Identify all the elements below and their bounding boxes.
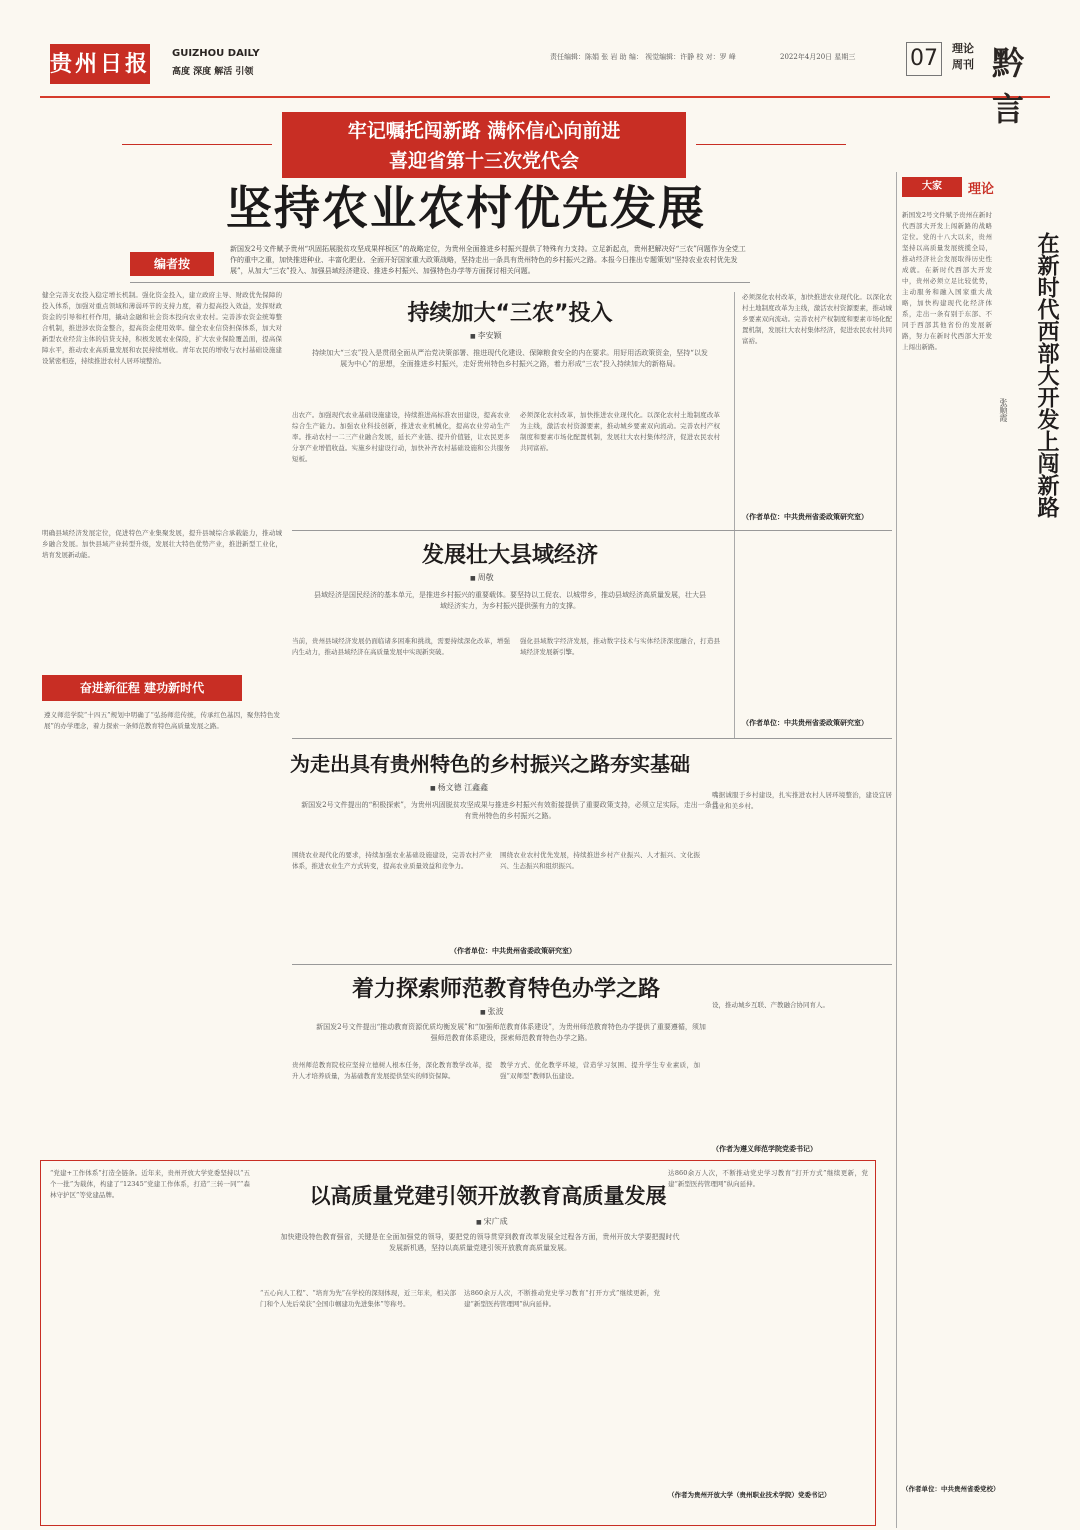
newspaper-english-name: GUIZHOU DAILY [172, 48, 260, 59]
newspaper-logo: 贵州日报 [50, 44, 150, 84]
article-1-body-left: 健全完善支农投入稳定增长机制。强化资金投入，建立政府主导、财政优先保障的投入体系，加强对重点领域和薄弱环节的支持力度，着力提高投入效益，发挥财政资金的引导和杠杆作用，撬动金融和社会资本投向农业农村。完善涉农资金统筹整合机制，推进涉农资金整合，提高资金使用效率。健全农业信贷担保体系，加大对新型农业经营主体的信贷支持，积极发展农业保险，扩大农业保险覆盖面，提高保障水平，推动农业高质量发展和农民持续增收。青年农民的增收与农村基础设施建设紧密相连，持续推进农村人居环境整治。 [42, 291, 282, 365]
article-4-abstract: 新国发2号文件提出“推动教育资源优质均衡发展”和“加强师范教育体系建设”，为贵州师范教育特色办学提供了重要遵循，须加强师范教育体系建设，探索师范教育特色办学之路。 [316, 1023, 706, 1042]
sidebar-title: 在新时代西部大开发上闯新路 [1034, 232, 1059, 518]
article-3-body-left: 围绕农业现代化的要求，持续加强农业基础设施建设，完善农村产业体系，推进农业生产方式转变，提高农业质量效益和竞争力。 [292, 851, 492, 870]
special-section-tag: 奋进新征程 建功新时代 [42, 675, 242, 701]
article-1-body-continued: 必须深化农村改革，加快推进农业现代化。以深化农村土地制度改革为主线，激活农村资源要素，推动城乡要素双向流动。完善农村产权制度和要素市场化配置机制，发展壮大农村集体经济，促进农民农村共同富裕。 [742, 293, 892, 345]
divider [292, 964, 892, 965]
section-label-bottom: 周刊 [952, 58, 974, 71]
divider [130, 282, 750, 283]
article-4-body-left: 贵州师范教育院校应坚持立德树人根本任务，深化教育教学改革，提升人才培养质量，为基础教育发展提供坚实的师资保障。 [292, 1061, 492, 1080]
divider [292, 738, 892, 739]
article-1-author: ■ 李安颖 [470, 330, 502, 341]
article-3-body-right: 嘴据诚服于乡村建设，扎实推进农村人居环境整治，建设宜居宜业和美乡村。 [712, 791, 892, 810]
editor-note-tag: 编者按 [130, 252, 214, 276]
banner-line-2: 喜迎省第十三次党代会 [388, 150, 579, 172]
sidebar-author: 张顺霞 [999, 398, 1008, 422]
sidebar-body: 新国发2号文件赋予贵州在新时代西部大开发上闯新路的战略定位。党的十八大以来，贵州坚持以高质量发展统揽全局，推动经济社会发展取得历史性成就。在新时代西部大开发中，贵州必须立足比较优势，主动服务和融入国家重大战略，加快构建现代化经济体系，走出一条有别于东部、不同于西部其他省份的发展新路，努力在新时代西部大开发上闯出新路。 [902, 211, 992, 351]
banner-line-1: 牢记嘱托闯新路 满怀信心向前进 [347, 120, 621, 142]
article-2-body-right: 强化县域数字经济发展，推动数字技术与实体经济深度融合，打造县域经济发展新引擎。 [520, 637, 720, 656]
article-2-title: 发展壮大县域经济 [421, 543, 598, 568]
article-4-body-mid: 教学方式、优化教学环境，营造学习氛围、提升学生专业素质，加强“双师型”教师队伍建设。 [500, 1061, 700, 1080]
section-label-top: 理论 [952, 42, 974, 55]
article-3-author: ■ 杨文德 江鑫鑫 [430, 782, 488, 793]
article-3-signoff: （作者单位：中共贵州省委政策研究室） [450, 946, 576, 955]
article-4-title: 着力探索师范教育特色办学之路 [351, 977, 660, 1002]
divider [292, 530, 892, 531]
column-rule [734, 292, 735, 738]
page-number: 07 [906, 42, 942, 76]
article-2-author: ■ 周敬 [470, 572, 494, 583]
article-2-body-mid: 当前，贵州县域经济发展仍面临诸多困难和挑战，需要持续深化改革，增强内生动力，推动县域经济在高质量发展中实现新突破。 [292, 637, 510, 656]
article-1-title: 持续加大“三农”投入 [407, 301, 613, 326]
article-3-abstract: 新国发2号文件提出的“积极探索”，为贵州巩固脱贫攻坚成果与推进乡村振兴有效衔接提供了重要政策支持，必须立足实际，走出一条具有贵州特色的乡村振兴之路。 [301, 801, 719, 820]
article-1-body-mid: 出农产。加强现代农业基础设施建设，持续推进高标准农田建设，提高农业综合生产能力。加强农业科技创新，推进农业机械化，提高农业劳动生产率。推动农村一二三产业融合发展，延长产业链、提升价值链，让农民更多分享产业增值收益。实施乡村建设行动，加快补齐农村基础设施和公共服务短板。 [292, 411, 510, 463]
sidebar-rule [896, 172, 897, 1528]
special-section-body: 遵义师范学院“十四五”规划中明确了“弘扬师范传统，传承红色基因，聚焦特色发展”的办学理念，着力探索一条师范教育特色高质量发展之路。 [44, 711, 280, 730]
article-3-body-mid: 围绕农业农村优先发展，持续推进乡村产业振兴、人才振兴、文化振兴、生态振兴和组织振兴。 [500, 851, 700, 870]
article-4-signoff: （作者为遵义师范学院党委书记） [712, 1144, 817, 1153]
article-5-body-left: “党建+工作体系”打造全链条。近年来，贵州开放大学党委坚持以“五个一批”为载体，构建了“12345”党建工作体系，打造“三转一同”“森林守护区”等党建品牌。 [50, 1169, 250, 1199]
editor-credits: 责任编辑：陈娟 张 岩 助 编： 视觉编辑：许静 校 对：罗 峰 [550, 53, 736, 61]
newspaper-slogan: 高度 深度 解活 引领 [172, 67, 254, 77]
article-5-abstract: 加快建设特色教育强省，关键是在全面加强党的领导，要把党的领导贯穿到教育改革发展全过程各方面，贵州开放大学要把握时代发展新机遇，坚持以高质量党建引领开放教育高质量发展。 [280, 1233, 680, 1252]
sidebar-signoff: （作者单位：中共贵州省委党校） [902, 1485, 1000, 1493]
issue-date: 2022年4月20日 星期三 [780, 53, 856, 61]
article-5-body-continued: 达860余万人次，不断推动党史学习教育“打开方式”继续更新，党建“新型医药管理网”纵向延伸。 [668, 1169, 868, 1188]
column-name: 黔言 [992, 44, 1025, 128]
sidebar-tag-tail: 理论 [968, 182, 995, 197]
article-2-abstract: 县域经济是国民经济的基本单元，是推进乡村振兴的重要载体。要坚持以工促农、以城带乡，推动县域经济高质量发展，壮大县域经济实力，为乡村振兴提供强有力的支撑。 [314, 591, 706, 610]
article-5-author: ■ 宋广成 [476, 1216, 508, 1227]
article-5-signoff: （作者为贵州开放大学（贵州职业技术学院）党委书记） [668, 1491, 831, 1499]
sidebar-tag: 大家 [902, 177, 962, 197]
article-4-body-right: 设，推动城乡互联、产教融合协同育人。 [712, 1001, 829, 1009]
article-3-title: 为走出具有贵州特色的乡村振兴之路夯实基础 [290, 752, 690, 776]
article-1-body-right: 必须深化农村改革，加快推进农业现代化。以深化农村土地制度改革为主线，激活农村资源要素，推动城乡要素双向流动。完善农村产权制度和要素市场化配置机制，发展壮大农村集体经济，促进农民农村共同富裕。 [520, 411, 720, 452]
article-4-author: ■ 张波 [480, 1006, 504, 1017]
article-5-body-mid: “五心向人工程”、“培育为先”在学校的深刻体现，近三年来，相关部门和个人先后荣获“全国巾帼建功先进集体”等称号。 [260, 1289, 456, 1308]
article-5-body-right: 达860余万人次，不断推动党史学习教育“打开方式”继续更新，党建“新型医药管理网”纵向延伸。 [464, 1289, 660, 1308]
article-1-abstract: 持续加大“三农”投入是贯彻全面从严治党决策部署、推进现代化建设、保障粮食安全的内在要求。用好用活政策资金，坚持“以发展为中心”的思想，全面推进乡村振兴，走好贵州特色乡村振兴之路，着力形成“三农”投入持续加大的新格局。 [312, 349, 708, 368]
main-title: 坚持农业农村优先发展 [226, 181, 706, 235]
article-2-signoff: （作者单位：中共贵州省委政策研究室） [742, 718, 868, 727]
theme-banner [282, 112, 686, 178]
article-5-title: 以高质量党建引领开放教育高质量发展 [309, 1184, 667, 1208]
editor-note-text: 新国发2号文件赋予贵州“巩固拓展脱贫攻坚成果样板区”的战略定位，为贵州全面推进乡村振兴提供了特殊有力支持。立足新起点，贵州把解决好“三农”问题作为全党工作的重中之重，加快推进种业、丰富化肥业、全面开好国家重大政策战略，坚持走出一条具有贵州特色的乡村振兴之路。本报今日推出专题策划“坚持农业农村优先发展”，从加大“三农”投入、加强县域经济建设、推进乡村振兴、加强特色办学等方面探讨相关问题。 [230, 245, 746, 275]
article-2-body-left: 明确县域经济发展定位，促进特色产业集聚发展，提升县城综合承载能力，推动城乡融合发展。加快县域产业转型升级，发展壮大特色优势产业，推进新型工业化，培育发展新动能。 [42, 529, 282, 559]
masthead [40, 40, 1050, 128]
article-1-signoff: （作者单位：中共贵州省委政策研究室） [742, 512, 868, 521]
